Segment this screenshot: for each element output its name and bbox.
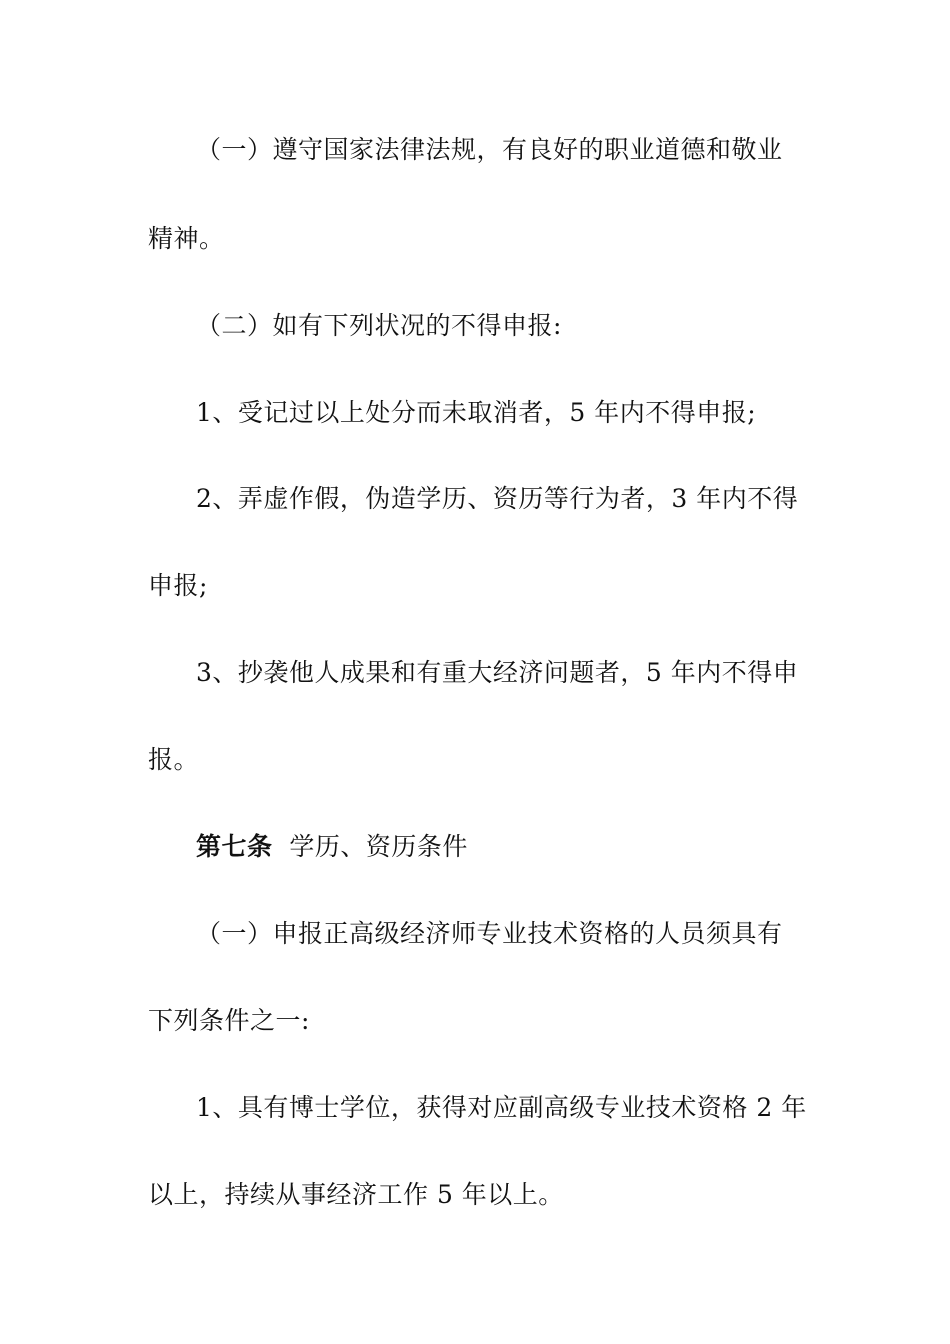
- article-label: 第七条: [196, 832, 273, 861]
- paragraph-line: （二）如有下列状况的不得申报:: [196, 311, 562, 340]
- article-title: 学历、资历条件: [289, 832, 468, 861]
- article-heading: [196, 832, 856, 862]
- paragraph-line: 精神。: [148, 224, 225, 253]
- paragraph-line: 1、具有博士学位，获得对应副高级专业技术资格 2 年: [196, 1093, 807, 1122]
- paragraph-line: （一）遵守国家法律法规，有良好的职业道德和敬业: [196, 135, 783, 164]
- paragraph-line: 2、弄虚作假，伪造学历、资历等行为者，3 年内不得: [196, 484, 799, 513]
- paragraph-line: 下列条件之一:: [148, 1006, 310, 1035]
- paragraph-line: 3、抄袭他人成果和有重大经济问题者，5 年内不得申: [196, 658, 799, 687]
- paragraph-line: （一）申报正高级经济师专业技术资格的人员须具有: [196, 919, 783, 948]
- paragraph-line: 以上，持续从事经济工作 5 年以上。: [148, 1180, 564, 1209]
- paragraph-line: 1、受记过以上处分而未取消者，5 年内不得申报;: [196, 398, 757, 427]
- paragraph-line: 报。: [148, 745, 200, 774]
- paragraph-line: 申报;: [148, 571, 208, 600]
